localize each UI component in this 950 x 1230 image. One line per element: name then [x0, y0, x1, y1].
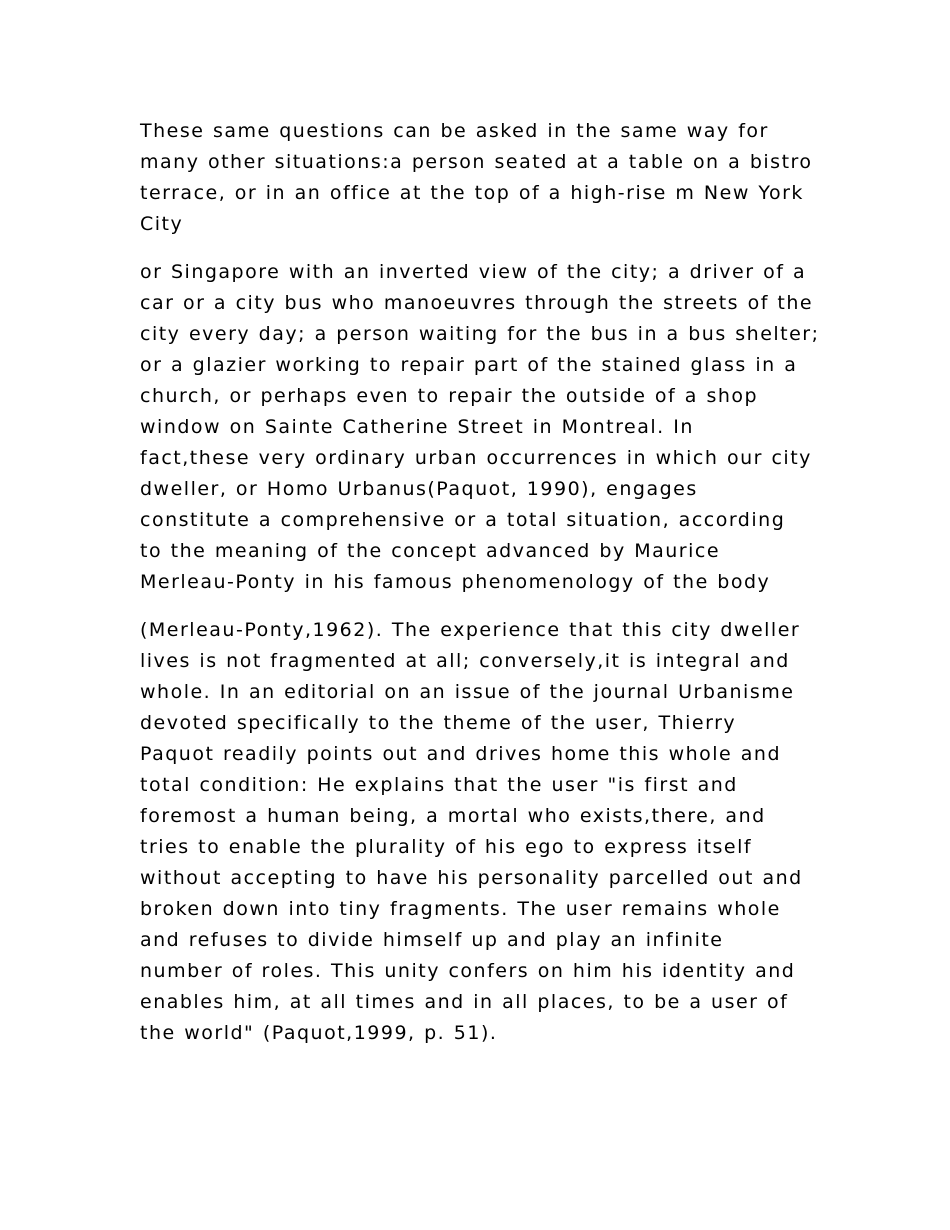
body-text	[140, 116, 820, 1066]
text-line: City	[140, 213, 184, 235]
text-line: or Singapore with an inverted view of the city; a driver of a	[140, 261, 807, 283]
text-line: many other situations:a person seated at a table on a bistro	[140, 151, 813, 173]
text-line: to the meaning of the concept advanced by Maurice	[140, 540, 721, 562]
text-line: (Merleau-Ponty,1962). The experience that this city dweller	[140, 619, 801, 641]
paragraph-1	[140, 116, 820, 240]
text-line: Paquot readily points out and drives home this whole and	[140, 743, 782, 765]
text-line: These same questions can be asked in the same way for	[140, 120, 769, 142]
text-line: car or a city bus who manoeuvres through the streets of the	[140, 292, 814, 314]
text-line: and refuses to divide himself up and play an infinite	[140, 929, 724, 951]
text-line: Merleau-Ponty in his famous phenomenology of the body	[140, 571, 771, 593]
text-line: lives is not fragmented at all; conversely,it is integral and	[140, 650, 790, 672]
text-line: number of roles. This unity confers on him his identity and	[140, 960, 796, 982]
text-line: whole. In an editorial on an issue of the journal Urbanisme	[140, 681, 795, 703]
text-line: city every day; a person waiting for the bus in a bus shelter;	[140, 323, 820, 345]
paragraph-2	[140, 257, 820, 598]
paragraph-3	[140, 615, 820, 1049]
text-line: church, or perhaps even to repair the outside of a shop	[140, 385, 759, 407]
text-line: tries to enable the plurality of his ego to express itself	[140, 836, 753, 858]
text-line: fact,these very ordinary urban occurrences in which our city	[140, 447, 812, 469]
text-line: without accepting to have his personality parcelled out and	[140, 867, 803, 889]
text-line: dweller, or Homo Urbanus(Paquot, 1990), engages	[140, 478, 698, 500]
text-line: window on Sainte Catherine Street in Montreal. In	[140, 416, 694, 438]
text-line: or a glazier working to repair part of the stained glass in a	[140, 354, 798, 376]
text-line: constitute a comprehensive or a total situation, according	[140, 509, 786, 531]
text-line: devoted specifically to the theme of the user, Thierry	[140, 712, 737, 734]
text-line: total condition: He explains that the user "is first and	[140, 774, 738, 796]
text-line: the world" (Paquot,1999, p. 51).	[140, 1022, 498, 1044]
text-line: foremost a human being, a mortal who exists,there, and	[140, 805, 766, 827]
text-line: terrace, or in an office at the top of a high-rise m New York	[140, 182, 804, 204]
text-line: broken down into tiny fragments. The user remains whole	[140, 898, 781, 920]
text-line: enables him, at all times and in all places, to be a user of	[140, 991, 789, 1013]
